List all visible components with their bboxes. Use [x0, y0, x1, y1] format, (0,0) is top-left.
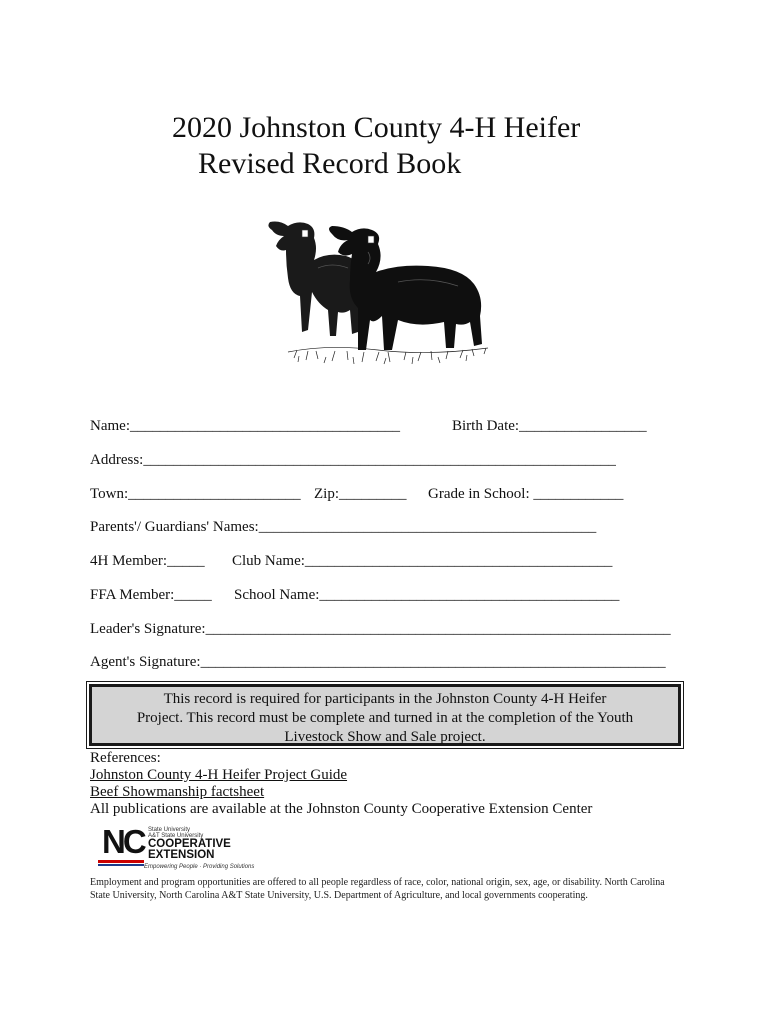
4h-member-field[interactable]: 4H Member:_____ — [90, 553, 205, 569]
notice-line-2: Project. This record must be complete and turned in at the completion of the Youth — [136, 710, 634, 726]
logo-extension: EXTENSION — [148, 849, 215, 861]
two-heifers-illustration — [258, 212, 506, 368]
town-field[interactable]: Town:_______________________ — [90, 486, 301, 502]
logo-cooperative: COOPERATIVE — [148, 838, 231, 850]
references-heading: References: — [90, 750, 161, 766]
heifer-guide-link[interactable]: Johnston County 4-H Heifer Project Guide — [90, 767, 348, 783]
zip-field[interactable]: Zip:_________ — [314, 486, 407, 502]
address-field[interactable]: Address:_______________________________________________________________ — [90, 452, 616, 468]
references-section — [90, 750, 592, 818]
nc-cooperative-extension-logo — [98, 823, 258, 874]
grade-field[interactable]: Grade in School: ____________ — [428, 486, 624, 502]
agent-signature-field[interactable]: Agent's Signature:______________________________________________________________ — [90, 654, 666, 670]
requirement-notice — [89, 684, 681, 746]
logo-university-1: State University — [148, 827, 191, 833]
title-line-1: 2020 Johnston County 4-H Heifer — [172, 111, 581, 144]
leader-signature-field[interactable]: Leader's Signature:______________________________________________________________ — [90, 621, 671, 637]
logo-red-bar — [98, 860, 144, 863]
title-line-2: Revised Record Book — [198, 147, 462, 180]
school-name-field[interactable]: School Name:________________________________________ — [234, 587, 620, 603]
club-name-field[interactable]: Club Name:_________________________________________ — [232, 553, 613, 569]
logo-nc-letters: NC — [102, 823, 144, 860]
notice-line-1: This record is required for participants in the Johnston County 4-H Heifer — [163, 691, 607, 707]
equal-opportunity-statement: Employment and program opportunities are offered to all people regardless of race, color, national origin, sex, age, or disability. North Carolina State University, North Carolina A&T State University, U.S. Department of Agriculture, and local governments cooperating. — [90, 877, 665, 901]
showmanship-factsheet-link[interactable]: Beef Showmanship factsheet — [90, 784, 265, 800]
ffa-member-field[interactable]: FFA Member:_____ — [90, 587, 212, 603]
birth-date-field[interactable]: Birth Date:_________________ — [452, 418, 647, 434]
page-title — [172, 110, 580, 182]
logo-blue-bar — [98, 864, 144, 866]
publications-note: All publications are available at the Johnston County Cooperative Extension Center — [90, 801, 593, 817]
logo-cooperative-extension — [148, 839, 231, 861]
logo-tagline: Empowering People · Providing Solutions — [144, 864, 255, 870]
name-field[interactable]: Name:____________________________________ — [90, 418, 400, 434]
notice-line-3: Livestock Show and Sale project. — [284, 729, 486, 745]
parents-field[interactable]: Parents'/ Guardians' Names:_____________________________________________ — [90, 519, 597, 535]
logo-university-2: A&T State University — [148, 833, 204, 839]
